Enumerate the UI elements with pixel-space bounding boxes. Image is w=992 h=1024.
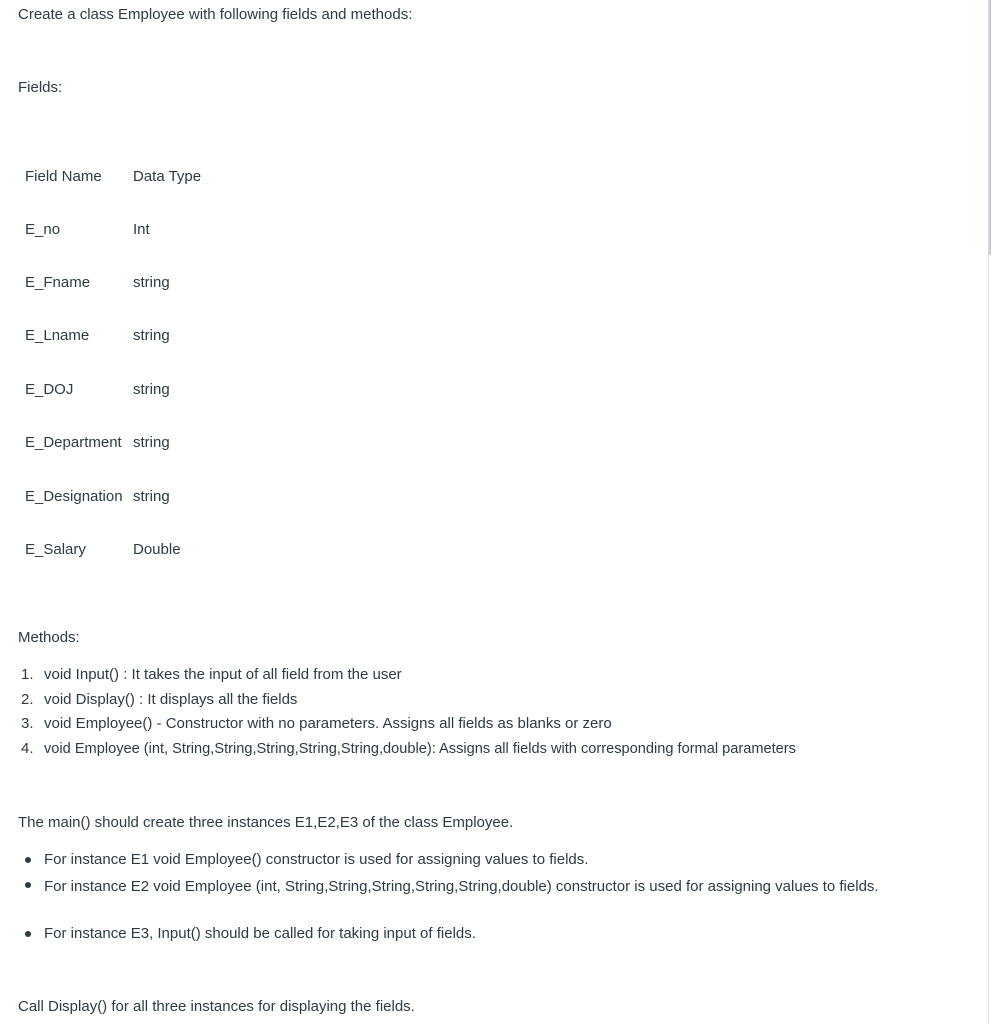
field-name-cell: E_no	[25, 221, 61, 238]
list-item-text: For instance E2 void Employee (int, String,String,String,String,String,double) constructor is used for assigning values to fields.	[44, 878, 879, 895]
bullet-icon	[25, 882, 31, 888]
closing-text: Call Display() for all three instances for displaying the fields.	[18, 998, 415, 1015]
fields-label: Fields:	[18, 79, 63, 96]
data-type-cell: Double	[133, 541, 181, 558]
data-type-cell: Int	[133, 221, 150, 238]
data-type-cell: string	[133, 488, 170, 505]
list-item-text: For instance E3, Input() should be called for taking input of fields.	[44, 925, 476, 942]
field-name-cell: E_Lname	[25, 327, 90, 344]
data-type-cell: string	[133, 327, 170, 344]
bullet-icon	[25, 931, 31, 937]
scrollbar-thumb[interactable]	[989, 0, 991, 255]
main-description: The main() should create three instances E1,E2,E3 of the class Employee.	[18, 814, 514, 831]
list-item-text: void Employee() - Constructor with no parameters. Assigns all fields as blanks or zero	[44, 715, 612, 732]
intro-text: Create a class Employee with following fields and methods:	[18, 6, 413, 23]
header-data-type: Data Type	[133, 168, 202, 185]
data-type-cell: string	[133, 274, 170, 291]
list-item-text: void Employee (int, String,String,String,String,String,double): Assigns all fields with corresponding formal parameters	[44, 741, 796, 757]
list-number: 3.	[21, 715, 34, 732]
field-name-cell: E_Department	[25, 434, 122, 451]
list-number: 1.	[21, 666, 34, 683]
data-type-cell: string	[133, 434, 170, 451]
list-number: 4.	[21, 740, 34, 757]
bullet-icon	[25, 857, 31, 863]
list-item-text: void Input() : It takes the input of all field from the user	[44, 666, 402, 683]
list-item-text: For instance E1 void Employee() constructor is used for assigning values to fields.	[44, 851, 589, 868]
data-type-cell: string	[133, 381, 170, 398]
field-name-cell: E_DOJ	[25, 381, 74, 398]
field-name-cell: E_Designation	[25, 488, 123, 505]
list-item-text: void Display() : It displays all the fields	[44, 691, 298, 708]
list-number: 2.	[21, 691, 34, 708]
header-field-name: Field Name	[25, 168, 102, 185]
methods-label: Methods:	[18, 629, 80, 646]
field-name-cell: E_Salary	[25, 541, 86, 558]
field-name-cell: E_Fname	[25, 274, 91, 291]
